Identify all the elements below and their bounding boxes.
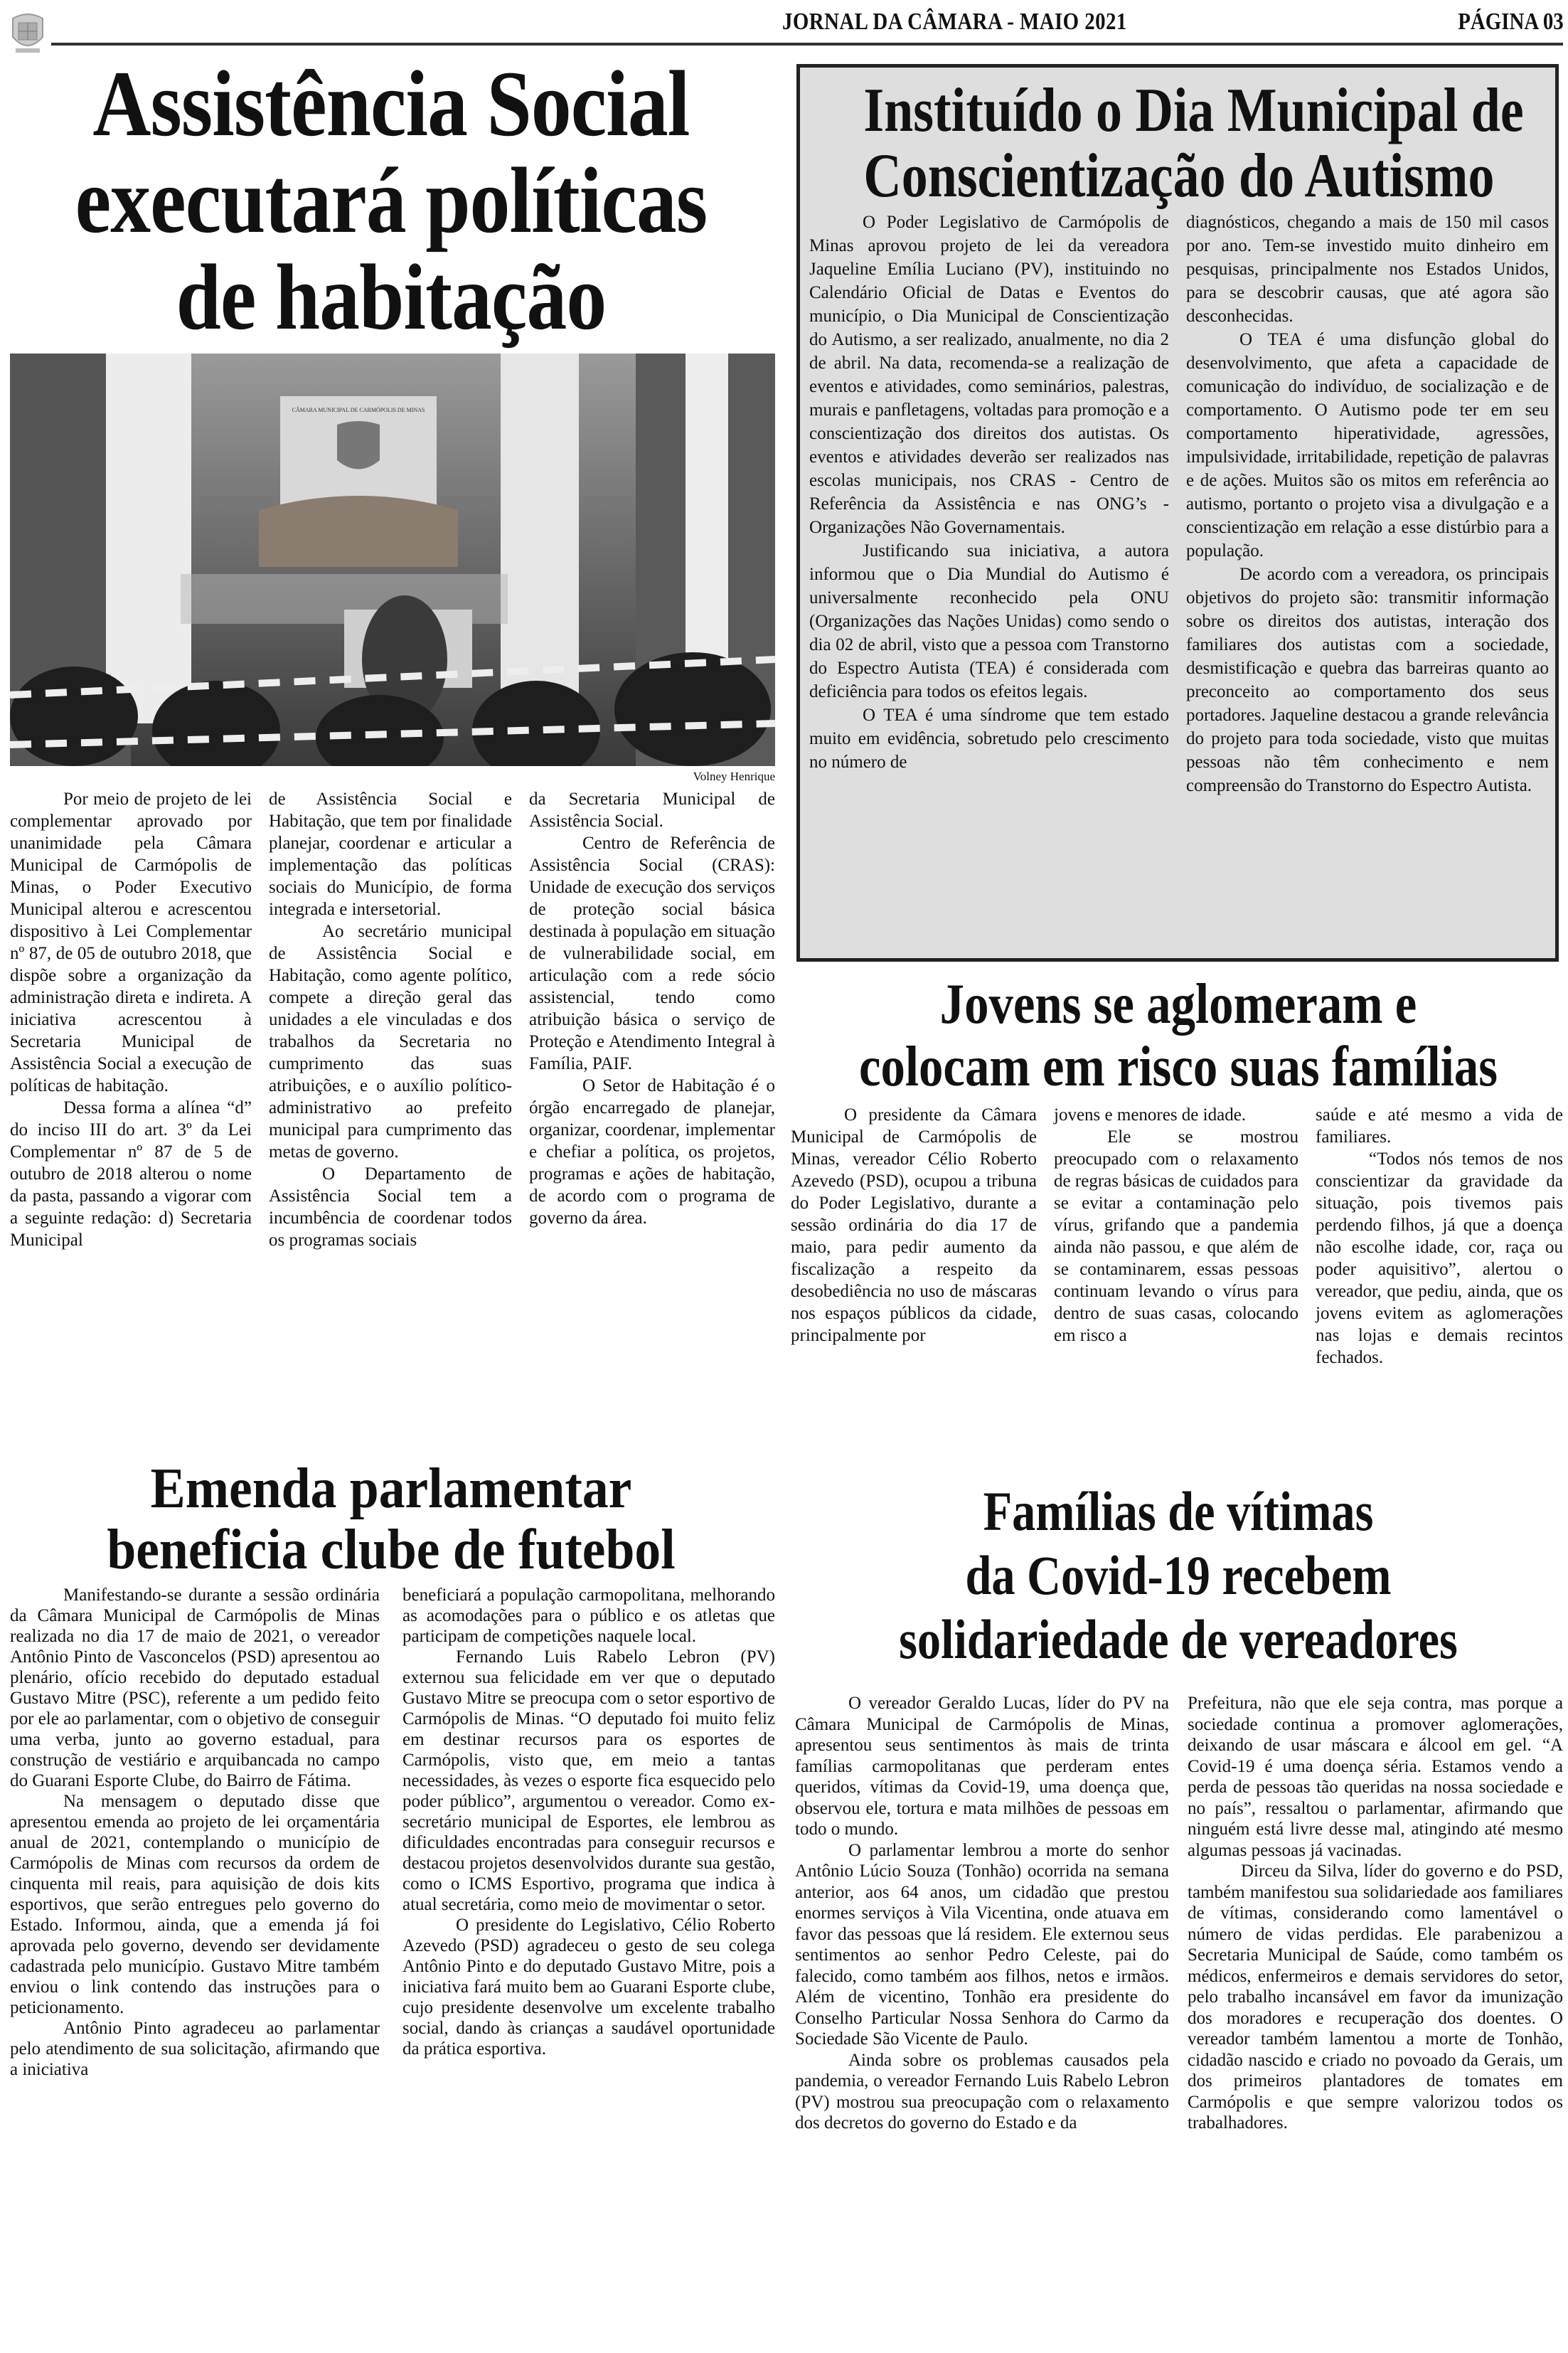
headline-jovens [791, 973, 1566, 1098]
emenda-column-1 [10, 1585, 380, 2080]
assistencia-column-3 [529, 788, 775, 1229]
paragraph: Ao secretário municipal de Assistência Social e Habitação, como agente político, compete a direção geral das unidades a ele vinculadas e dos trabalhos da Secretaria no cumprimento das suas atribuições, e o auxílio político-administrativo ao prefeito municipal para cumprimento das metas de governo. [269, 922, 512, 1162]
paragraph: Justificando sua iniciativa, a autora informou que o Dia Mundial do Autismo é universalmente reconhecido pela ONU (Organizações das Nações Unidas) como sendo o dia 02 de abril, visto que a pessoa com Transtorno do Espectro Autista (TEA) é considerada com deficiência para todos os efeitos legais. [809, 541, 1169, 701]
paragraph: beneficiará a população carmopolitana, melhorando as acomodações para o público e os atletas que participam de competições naquele local. [402, 1586, 775, 1646]
paragraph: Dirceu da Silva, líder do governo e do PSD, também manifestou sua solidariedade aos familiares de vítimas, considerando como lamentável o número de vidas perdidas. Ele parabenizou a Secretaria Municipal de Saúde, como também os médicos, enfermeiros e demais servidores do setor, pelo trabalho incansável em favor da imunização dos moradores e recuperação dos doentes. O vereador também lamentou a morte de Tonhão, cidadão nascido e criado no povoado da Gerais, um dos primeiros plantadores de tomates em Carmópolis e que sempre valorizou todos os trabalhadores. [1188, 1861, 1563, 2132]
headline-line: beneficia clube de futebol [107, 1519, 676, 1581]
headline-line: colocam em risco suas famílias [858, 1036, 1498, 1098]
paragraph: Ainda sobre os problemas causados pela pandemia, o vereador Fernando Luis Rabelo Lebron (PV) mostrou sua preocupação com o relaxamento dos decretos do governo do Estado e da [795, 2050, 1169, 2132]
paragraph: Na mensagem o deputado disse que apresentou emenda ao projeto de lei orçamentária anual de 2021, contemplando o município de Carmópolis de Minas com recursos da ordem de cinquenta mil reais, para aquisição de dois kits esportivos, que serão entregues pelo governo do Estado. Informou, ainda, que a emenda já foi aprovada pelo governo, devendo ser devidamente cadastrada pelo município. Gustavo Mitre também enviou o link contendo das instruções para o peticionamento. [10, 1792, 380, 2017]
headline-assistencia-social [7, 51, 775, 349]
jovens-column-2 [1054, 1104, 1298, 1347]
autismo-column-1 [809, 211, 1169, 774]
familias-column-1 [795, 1693, 1169, 2134]
photo-credit: Volney Henrique [693, 770, 775, 783]
paragraph: O Poder Legislativo de Carmópolis de Minas aprovou projeto de lei da vereadora Jaqueline Emília Luciano (PV), instituindo no Calendário Oficial de Datas e Eventos do município, o Dia Municipal de Conscientização do Autismo, a ser realizado, anualmente, no dia 2 de abril. Na data, recomenda-se a realização de eventos e atividades, como seminários, palestras, murais e panfletagens, voltadas para promoção e a conscientização dos direitos dos autistas. Os eventos e atividades deverão ser realizados nas escolas municipais, nos CRAS - Centro de Referência da Assistência e nas ONG’s - Organizações Não Governamentais. [809, 213, 1169, 537]
paragraph: da Secretaria Municipal de Assistência Social. [529, 790, 775, 831]
paragraph: Fernando Luis Rabelo Lebron (PV) externou sua felicidade em ver que o deputado Gustavo Mitre se preocupa com o setor esportivo de Carmópolis de Minas. “O deputado foi muito feliz em destinar recursos para os esportes de Carmópolis, visto que, em meio a tantas necessidades, às vezes o esporte fica esquecido pelo poder público”, argumentou o vereador. Como ex-secretário municipal de Esportes, ele lembrou as dificuldades encontradas para conseguir recursos e destacou projetos desenvolvidos durante sua gestão, como o ICMS Esportivo, programa que indica à atual secretária, como meio de movimentar o setor. [402, 1647, 775, 1914]
photo-banner-text: CÂMARA MUNICIPAL DE CARMÓPOLIS DE MINAS [292, 407, 425, 413]
paragraph: O Setor de Habitação é o órgão encarregado de planejar, organizar, coordenar, implementar e chefiar a política, os projetos, programas e ações de habitação, de acordo com o programa de governo da área. [529, 1076, 775, 1228]
headline-line: solidariedade de vereadores [899, 1608, 1458, 1670]
paragraph: Ele se mostrou preocupado com o relaxamento de regras básicas de cuidados para se evitar a contaminação pelo vírus, grifando que a pandemia ainda não passou, e que além de se contaminarem, essas pessoas continuam levando o vírus para dentro de suas casas, colocando em risco a [1054, 1127, 1298, 1345]
paragraph: O TEA é uma síndrome que tem estado muito em evidência, sobretudo pelo crescimento no número de [809, 706, 1169, 772]
paragraph: O presidente do Legislativo, Célio Roberto Azevedo (PSD) agradeceu o gesto de seu colega Antônio Pinto e do deputado Gustavo Mitre, pois a iniciativa fará muito bem ao Guarani Esporte clube, cujo presidente desenvolve um excelente trabalho social, dando às crianças a saudável oportunidade da prática esportiva. [402, 1916, 775, 2059]
photo-chamber-session [10, 354, 775, 766]
paragraph: jovens e menores de idade. [1054, 1105, 1247, 1125]
jovens-column-1 [791, 1104, 1037, 1347]
paragraph: O TEA é uma disfunção global do desenvolvimento, que afeta a capacidade de comunicação do indivíduo, de socialização e de comportamento. O Autismo pode ter em seu comportamento hiperatividade, agressões, impulsividade, irritabilidade, repetição de palavras e de ações. Muitos são os mitos em referência ao autismo, portanto o projeto visa a divulgação e a conscientização em relação a esse distúrbio para a população. [1186, 330, 1549, 561]
header-rule [51, 43, 1563, 46]
assistencia-column-1 [10, 788, 252, 1251]
paragraph: “Todos nós temos de nos conscientizar da gravidade da situação, pois tivemos pais perdendo filhos, já que a doença não escolhe idade, cor, raça ou poder aquisitivo”, alertou o vereador, que pediu, ainda, que os jovens evitem as aglomerações nas lojas e demais recintos fechados. [1316, 1149, 1563, 1367]
headline-line: de habitação [176, 245, 607, 349]
paragraph: Dessa forma a alínea “d” do inciso III do art. 3º da Lei Complementar nº 87 de 5 de outubro de 2018 alterou o nome da pasta, passando a vigorar com a seguinte redação: d) Secretaria Municipal [10, 1098, 252, 1250]
paragraph: saúde e até mesmo a vida de familiares. [1316, 1105, 1563, 1147]
paragraph: Por meio de projeto de lei complementar aprovado por unanimidade pela Câmara Municipal de Carmópolis de Minas, o Poder Executivo Municipal alterou e acrescentou dispositivo à Lei Complementar nº 87, de 05 de outubro 2018, que dispõe sobre a organização da administração direta e indireta. A iniciativa acrescentou à Secretaria Municipal de Assistência Social a execução de políticas de habitação. [10, 790, 252, 1095]
emenda-column-2 [402, 1585, 775, 2059]
paragraph: De acordo com a vereadora, os principais objetivos do projeto são: transmitir informação sobre os direitos dos autistas, interação dos familiares dos autistas com a sociedade, desmistificação e quebra das barreiras quanto ao preconceito ao comportamento dos seus portadores. Jaqueline destacou a grande relevância do projeto para toda sociedade, visto que muitas pessoas não têm conhecimento e nem compreensão do Transtorno do Espectro Autista. [1186, 565, 1549, 795]
headline-familias [791, 1480, 1566, 1672]
headline-line: Assistência Social [92, 51, 690, 156]
paragraph: Prefeitura, não que ele seja contra, mas porque a sociedade continua a promover aglomerações, deixando de usar máscara e álcool em gel. “A Covid-19 é uma doença séria. Estamos vendo a perda de pessoas tão queridas na nossa sociedade e no país”, ressaltou o parlamentar, afirmando que ninguém está livre desse mal, atingindo até mesmo algumas pessoas já vacinadas. [1188, 1694, 1563, 1860]
autismo-column-2 [1186, 211, 1549, 797]
municipal-crest-icon [7, 10, 48, 55]
headline-autismo [804, 78, 1554, 209]
jovens-column-3 [1316, 1104, 1563, 1369]
masthead-title: JORNAL DA CÂMARA - MAIO 2021 [782, 9, 1127, 35]
headline-line: Famílias de vítimas [983, 1480, 1374, 1542]
familias-column-2 [1188, 1693, 1563, 2134]
headline-line: Jovens se aglomeram e [939, 973, 1417, 1036]
headline-line: executará políticas [75, 148, 708, 253]
headline-line: Emenda parlamentar [150, 1457, 632, 1520]
headline-line: Conscientização do Autismo [863, 142, 1495, 211]
paragraph: O presidente da Câmara Municipal de Carmópolis de Minas, vereador Célio Roberto Azevedo (PSD), ocupou a tribuna do Poder Legislativo, durante a sessão ordinária do dia 17 de maio, para pedir aumento da fiscalização a respeito da desobediência no uso de máscaras nos espaços públicos da cidade, principalmente por [791, 1105, 1037, 1345]
paragraph: Antônio Pinto agradeceu ao parlamentar pelo atendimento de sua solicitação, afirmando que a iniciativa [10, 2019, 380, 2079]
headline-line: Instituído o Dia Municipal de [863, 76, 1524, 145]
assistencia-column-2 [269, 788, 512, 1251]
paragraph: O parlamentar lembrou a morte do senhor Antônio Lúcio Souza (Tonhão) ocorrida na semana anterior, aos 64 anos, um cidadão que prestou enormes serviços à Vila Vicentina, onde atuava em favor das pessoas que lá residem. Ele externou seus sentimentos ao senhor Pedro Celeste, pai do falecido, como também aos filhos, netos e irmãos. Além de vicentino, Tonhão era presidente do Conselho Particular Nossa Senhora do Carmo da Sociedade São Vicente de Paulo. [795, 1840, 1169, 2049]
paragraph: O vereador Geraldo Lucas, líder do PV na Câmara Municipal de Carmópolis de Minas, apresentou seus sentimentos às mais de trinta famílias carmopolitanas que perderam entes queridos, vítimas da Covid-19, uma doença que, observou ele, tortura e mata milhões de pessoas em todo o mundo. [795, 1694, 1169, 1839]
paragraph: Centro de Referência de Assistência Social (CRAS): Unidade de execução dos serviços de proteção social básica destinada à população em situação de vulnerabilidade social, em articulação com a rede sócio assistencial, tendo como atribuição básica o serviço de Proteção e Atendimento Integral à Família, PAIF. [529, 834, 775, 1073]
paragraph: de Assistência Social e Habitação, que tem por finalidade planejar, coordenar e articular a implementação das políticas sociais do Município, de forma integrada e intersetorial. [269, 790, 512, 919]
headline-emenda [7, 1458, 775, 1581]
page-number: PÁGINA 03 [1458, 9, 1564, 35]
paragraph: Manifestando-se durante a sessão ordinária da Câmara Municipal de Carmópolis de Minas realizada no dia 17 de maio de 2021, o vereador Antônio Pinto de Vasconcelos (PSD) apresentou ao plenário, ofício recebido do deputado estadual Gustavo Mitre (PSC), referente a um pedido feito por ele ao parlamentar, com o objetivo de conseguir uma verba, junto ao governo estadual, para construção de vestiário e arquibancada no campo do Guarani Esporte Clube, do Bairro de Fátima. [10, 1586, 380, 1790]
headline-line: da Covid-19 recebem [965, 1544, 1392, 1606]
paragraph: diagnósticos, chegando a mais de 150 mil casos por ano. Tem-se investido muito dinheiro em pesquisas, principalmente nos Estados Unidos, para se descobrir causas, que até agora são desconhecidas. [1186, 213, 1549, 326]
paragraph: O Departamento de Assistência Social tem a incumbência de coordenar todos os programas sociais [269, 1164, 512, 1250]
